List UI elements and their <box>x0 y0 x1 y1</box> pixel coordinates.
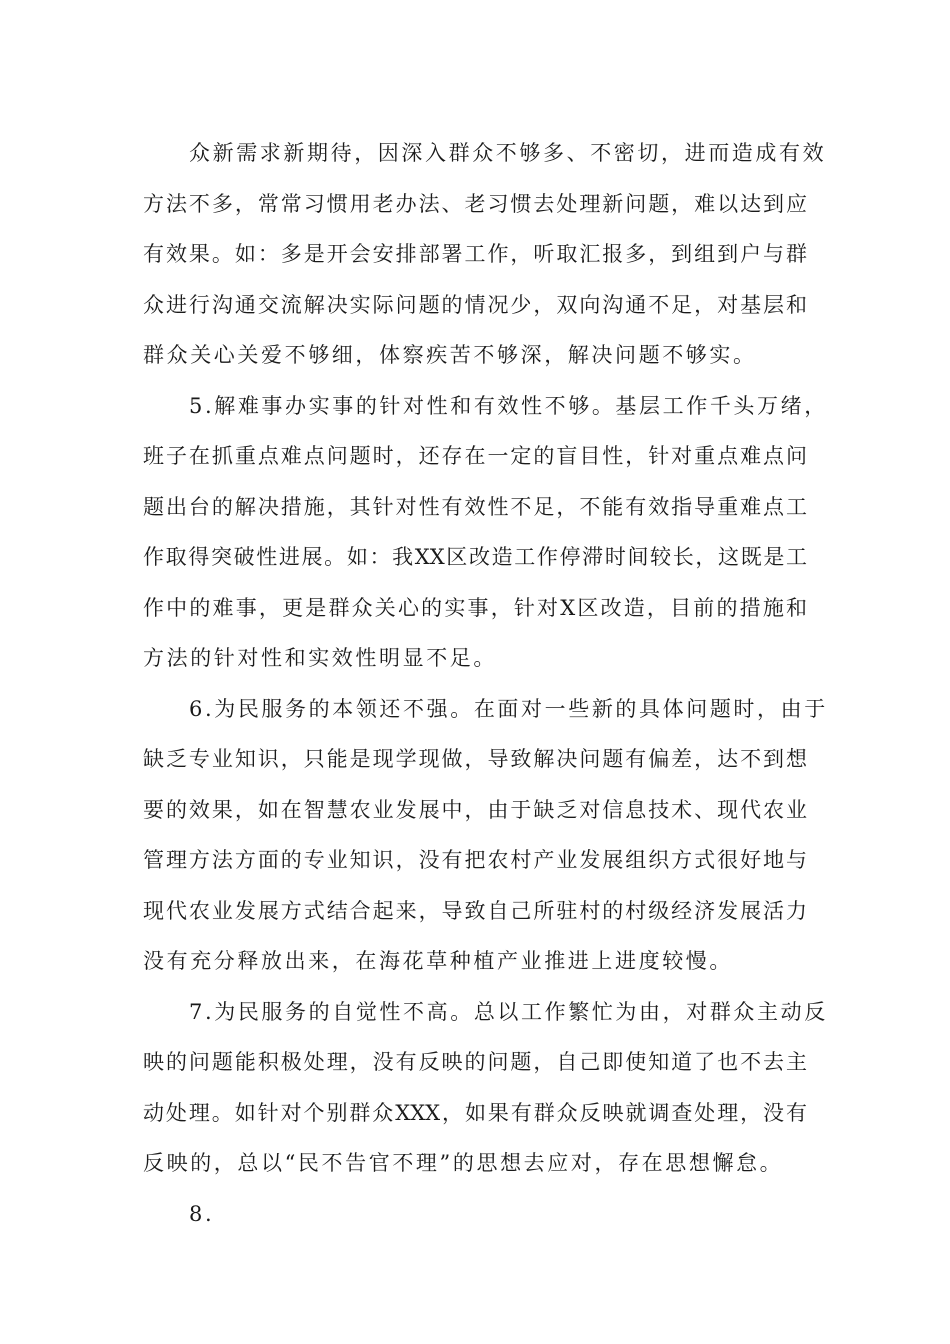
text-line: 有效果。如：多是开会安排部署工作，听取汇报多，到组到户与群 <box>143 242 807 266</box>
text-line: 方法的针对性和实效性明显不足。 <box>143 646 497 670</box>
text-line: 群众关心关爱不够细，体察疾苦不够深，解决问题不够实。 <box>143 343 757 367</box>
text-line: 要的效果，如在智慧农业发展中，由于缺乏对信息技术、现代农业 <box>143 797 807 822</box>
paragraph-8-heading-line: 8. <box>189 1201 215 1226</box>
text-line: 班子在抓重点难点问题时，还存在一定的盲目性，针对重点难点问 <box>143 444 807 468</box>
text-line: 方法不多，常常习惯用老办法、老习惯去处理新问题，难以达到应 <box>143 191 807 216</box>
text-line: 缺乏专业知识，只能是现学现做，导致解决问题有偏差，达不到想 <box>143 747 807 771</box>
paragraph-6-heading-line: 6.为民服务的本领还不强。在面对一些新的具体问题时，由于 <box>189 696 828 721</box>
text-line: 没有充分释放出来，在海花草种植产业推进上进度较慢。 <box>143 949 733 973</box>
text-line: 作取得突破性进展。如：我XX区改造工作停滞时间较长，这既是工 <box>143 545 807 569</box>
text-line: 管理方法方面的专业知识，没有把农村产业发展组织方式很好地与 <box>143 848 807 872</box>
text-line: 反映的，总以“民不告官不理”的思想去应对，存在思想懈怠。 <box>143 1151 784 1175</box>
text-line: 映的问题能积极处理，没有反映的问题，自己即使知道了也不去主 <box>143 1050 807 1074</box>
body-text <box>143 128 828 1239</box>
text-line: 众新需求新期待，因深入群众不够多、不密切，进而造成有效 <box>189 141 827 165</box>
paragraph-5-heading-line: 5.解难事办实事的针对性和有效性不够。基层工作千头万绪， <box>189 393 828 418</box>
text-line: 现代农业发展方式结合起来，导致自己所驻村的村级经济发展活力 <box>143 898 807 923</box>
text-line: 动处理。如针对个别群众XXX，如果有群众反映就调查处理，没有 <box>143 1100 807 1125</box>
text-line: 题出台的解决措施，其针对性有效性不足，不能有效指导重难点工 <box>143 494 807 519</box>
paragraph-7-heading-line: 7.为民服务的自觉性不高。总以工作繁忙为由，对群众主动反 <box>189 999 828 1024</box>
text-line: 众进行沟通交流解决实际问题的情况少，双向沟通不足，对基层和 <box>143 292 807 317</box>
text-line: 作中的难事，更是群众关心的实事，针对X区改造，目前的措施和 <box>143 595 807 620</box>
